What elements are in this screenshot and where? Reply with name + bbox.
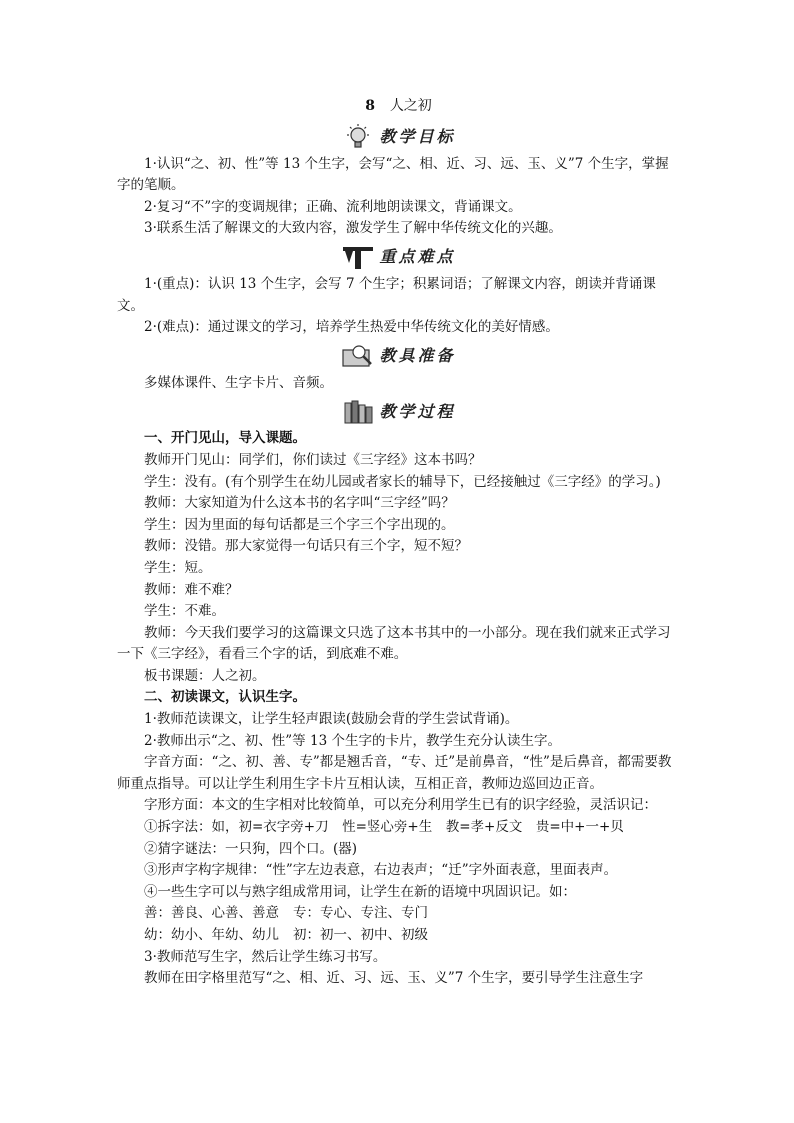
goal-item-1: 1·认识“之、初、性”等 13 个生字，会写“之、相、近、习、远、玉、义”7 个生字，掌握字的笔顺。	[117, 155, 669, 194]
step-line: 1·教师范读课文，让学生轻声跟读(鼓励会背的学生尝试背诵)。	[144, 711, 519, 728]
dialog-line: 教师：难不难？	[144, 581, 239, 598]
dialog-line: 学生：短。	[144, 559, 212, 576]
method-line: ③形声字构字规律：“性”字左边表意，右边表声；“迁”字外面表意，里面表声。	[144, 862, 618, 879]
part2-heading: 二、初读课文，认识生字。	[144, 689, 306, 706]
goals-banner	[117, 122, 680, 152]
keypoint-item-1: 1·(重点)：认识 13 个生字，会写 7 个生字；积累词语；了解课文内容，朗读并背诵课文。	[117, 275, 656, 314]
dialog-line: 学生：不难。	[144, 603, 225, 620]
process-heading: 教学过程	[379, 401, 456, 421]
lightbulb-icon	[341, 123, 375, 151]
step-line: 教师在田字格里范写“之、相、近、习、远、玉、义”7 个生字，要引导学生注意生字	[144, 970, 644, 987]
step-line: 字形方面：本文的生字相对比较简单，可以充分利用学生已有的识字经验，灵活识记：	[144, 797, 657, 814]
dialog-line: 教师开门见山：同学们，你们读过《三字经》这本书吗？	[144, 451, 482, 468]
key-icon	[341, 243, 375, 271]
lesson-page	[117, 96, 680, 990]
goal-item-3: 3·联系生活了解课文的大致内容，激发学生了解中华传统文化的兴趣。	[144, 220, 562, 237]
lesson-number: 8	[365, 98, 375, 114]
prep-text: 多媒体课件、生字卡片、音频。	[144, 374, 333, 391]
word-group: 善：善良、心善、善意	[144, 905, 279, 922]
goal-item-2: 2·复习“不”字的变调规律；正确、流利地朗读课文，背诵课文。	[144, 198, 522, 215]
board-title-line: 板书课题：人之初。	[144, 667, 266, 684]
lesson-title	[117, 96, 680, 118]
prep-banner	[117, 341, 680, 371]
books-icon	[341, 397, 375, 425]
step-line: 3·教师范写生字，然后让学生练习书写。	[144, 948, 387, 965]
method-line: ④一些生字可以与熟字组成常用词，让学生在新的语境中巩固识记。如：	[144, 883, 576, 900]
goals-heading: 教学目标	[379, 126, 456, 146]
magnifier-book-icon	[341, 342, 375, 370]
dialog-line: 教师：今天我们要学习的这篇课文只选了这本书其中的一小部分。现在我们就来正式学习一下《三字经》，看看三个字的话，到底难不难。	[117, 624, 671, 663]
part1-heading: 一、开门见山，导入课题。	[144, 430, 306, 447]
dialog-line: 学生：没有。(有个别学生在幼儿园或者家长的辅导下，已经接触过《三字经》的学习。)	[144, 473, 661, 490]
lesson-name: 人之初	[389, 98, 432, 114]
prep-heading: 教具准备	[379, 345, 456, 365]
keypoint-item-2: 2·(难点)：通过课文的学习，培养学生热爱中华传统文化的美好情感。	[144, 319, 559, 336]
step-line: 字音方面：“之、初、善、专”都是翘舌音，“专、迁”是前鼻音，“性”是后鼻音，都需要教师重点指导。可以让学生利用生字卡片互相认读，互相正音，教师边巡回边正音。	[117, 754, 672, 792]
process-banner	[117, 396, 680, 426]
word-group: 专：专心、专注、专门	[293, 905, 428, 922]
method-line: ①拆字法：如，初=衣字旁+刀 性=竖心旁+生 教=孝+反文 贵=中+一+贝	[144, 819, 624, 836]
word-group: 幼：幼小、年幼、幼儿	[144, 927, 279, 943]
method-line: ②猜字谜法：一只狗，四个口。(器)	[144, 840, 358, 857]
word-row	[117, 925, 680, 947]
keypoints-heading: 重点难点	[379, 247, 456, 267]
dialog-line: 学生：因为里面的每句话都是三个字三个字出现的。	[144, 516, 455, 533]
word-group: 初：初一、初中、初级	[293, 927, 428, 943]
keypoints-banner	[117, 242, 680, 272]
dialog-line: 教师：没错。那大家觉得一句话只有三个字，短不短？	[144, 538, 468, 555]
step-line: 2·教师出示“之、初、性”等 13 个生字的卡片，教学生充分认读生字。	[144, 732, 561, 749]
word-row	[117, 903, 680, 925]
dialog-line: 教师：大家知道为什么这本书的名字叫“三字经”吗？	[144, 495, 455, 512]
